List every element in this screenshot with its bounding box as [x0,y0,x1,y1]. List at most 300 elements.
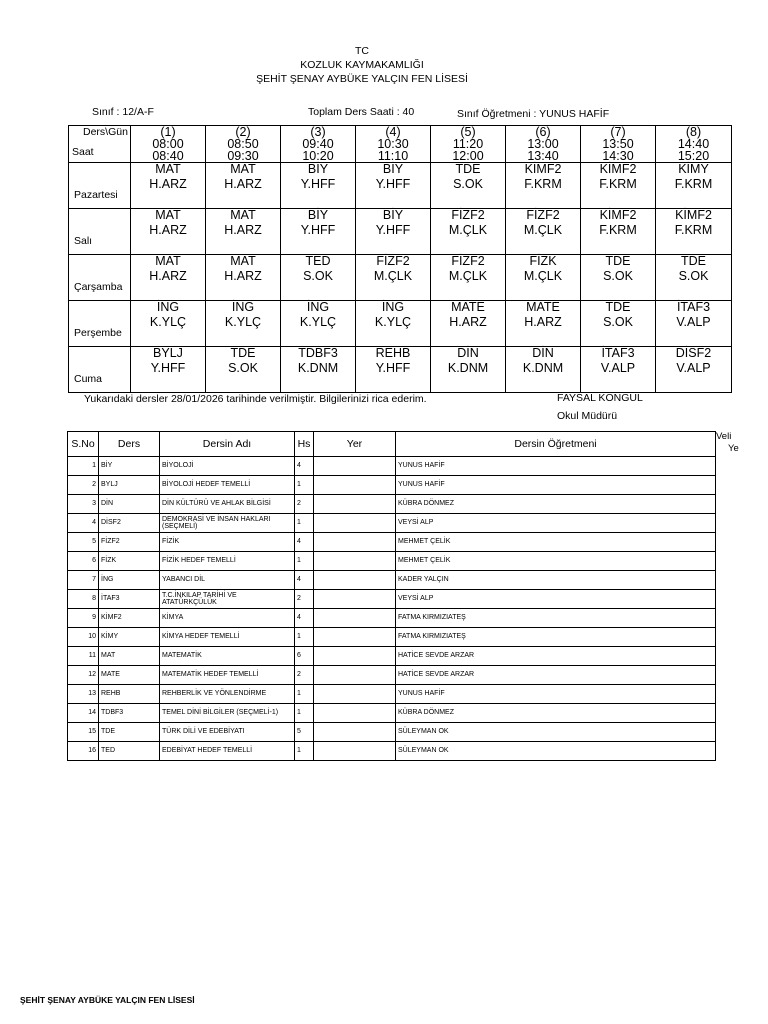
lesson-code: DİN [532,346,554,360]
lesson-code: TDE [605,254,631,268]
lesson-cell [656,255,732,301]
period-number: (8) [685,125,702,139]
header-hs: Hs [295,432,314,457]
period-start: 14:40 [677,137,710,151]
lesson-cell [356,163,431,209]
day-label: Çarşamba [74,281,123,293]
lesson-code: BİY [307,162,329,176]
course-hours: 5 [295,723,314,742]
course-code: MATE [99,666,160,685]
course-hours: 2 [295,590,314,609]
lesson-cell [281,301,356,347]
class-teacher-value: YUNUS HAFİF [539,108,610,120]
period-number: (5) [460,125,476,139]
course-name: FİZİK HEDEF TEMELLİ [160,552,295,571]
lesson-code: MAT [230,208,256,222]
course-teacher: HATİCE SEVDE ARZAR [396,666,716,685]
lesson-code: İTAF3 [601,346,635,360]
veli-header-line-1: Veli [716,431,732,442]
course-code: REHB [99,685,160,704]
day-row-sali [69,209,732,255]
lesson-teacher: M.ÇLK [448,223,488,237]
class-teacher-info [457,108,609,120]
lesson-code: KİMF2 [599,208,637,222]
period-end: 15:20 [677,149,710,163]
lesson-code: İNG [231,300,255,314]
lesson-cell [356,209,431,255]
lesson-code: MAT [230,254,256,268]
corner-ders-gun: Ders\Gün [83,126,128,138]
course-location [314,742,396,761]
course-no: 6 [68,552,99,571]
period-number: (1) [160,125,176,139]
lesson-teacher: H.ARZ [524,315,562,329]
course-no: 15 [68,723,99,742]
course-name: KİMYA [160,609,295,628]
period-number: (6) [535,125,551,139]
lesson-teacher: K.YLÇ [299,315,337,329]
lesson-teacher: K.YLÇ [224,315,262,329]
lesson-code: İTAF3 [676,300,711,314]
day-label-cell [69,163,131,209]
distribution-note: Yukarıdaki dersler 28/01/2026 tarihinde verilmiştir. Bilgilerinizi rica ederim. [84,393,427,405]
lesson-cell [431,301,506,347]
lesson-cell [656,163,732,209]
lesson-code: MAT [155,208,181,222]
course-row [68,533,716,552]
course-teacher: HATİCE SEVDE ARZAR [396,647,716,666]
lesson-cell [281,347,356,393]
day-label: Salı [74,235,93,247]
course-location [314,533,396,552]
course-teacher: KÜBRA DÖNMEZ [396,495,716,514]
period-end: 12:00 [452,149,484,163]
lesson-teacher: Y.HFF [150,361,186,375]
lesson-code: DİSF2 [675,346,712,360]
lesson-teacher: K.DNM [447,361,489,375]
lesson-code: FİZF2 [376,254,410,268]
lesson-cell [581,209,656,255]
period-header [131,126,206,163]
course-teacher: MEHMET ÇELİK [396,552,716,571]
lesson-code: TED [305,254,331,268]
course-row [68,457,716,476]
lesson-cell [281,163,356,209]
course-code: KİMY [99,628,160,647]
course-location [314,571,396,590]
header-school-name: ŞEHİT ŞENAY AYBÜKE YALÇIN FEN LİSESİ [256,73,468,85]
course-code: TED [99,742,160,761]
course-hours: 1 [295,552,314,571]
course-no: 8 [68,590,99,609]
course-location [314,685,396,704]
total-hours-label: Toplam Ders Saati : [308,106,400,118]
course-no: 7 [68,571,99,590]
lesson-cell [206,347,281,393]
class-label: Sınıf : [92,106,120,118]
period-number: (4) [385,125,401,139]
lesson-code: BİY [307,208,329,222]
lesson-cell [431,163,506,209]
course-name: BİYOLOJİ HEDEF TEMELLİ [160,476,295,495]
period-start: 08:00 [152,137,184,151]
lesson-cell [506,347,581,393]
lesson-cell [131,301,206,347]
course-teacher: MEHMET ÇELİK [396,533,716,552]
lesson-teacher: K.DNM [522,361,564,375]
lesson-cell [356,347,431,393]
lesson-code: MATE [451,300,485,314]
course-hours: 1 [295,742,314,761]
course-row [68,552,716,571]
period-start: 13:00 [527,137,559,151]
course-code: TDE [99,723,160,742]
course-code: DİN [99,495,160,514]
lesson-code: BİY [382,162,404,176]
period-header [206,126,281,163]
course-hours: 4 [295,609,314,628]
course-no: 4 [68,514,99,533]
timetable-header-row [69,126,732,163]
course-name: BİYOLOJİ [160,457,295,476]
lesson-code: İNG [306,300,330,314]
lesson-teacher: V.ALP [676,315,711,329]
course-teacher: FATMA KIRMIZIATEŞ [396,609,716,628]
lesson-cell [581,255,656,301]
course-code: MAT [99,647,160,666]
lesson-cell [581,301,656,347]
period-start: 13:50 [602,137,634,151]
header-line-2: KOZLUK KAYMAKAMLIĞI [300,59,424,71]
course-teacher: VEYSİ ALP [396,514,716,533]
lesson-code: FİZF2 [451,208,485,222]
course-teacher: KADER YALÇIN [396,571,716,590]
course-row [68,704,716,723]
lesson-code: KİMY [678,162,709,176]
lesson-teacher: Y.HFF [300,177,336,191]
course-teacher: FATMA KIRMIZIATEŞ [396,628,716,647]
period-header [581,126,656,163]
period-number: (3) [310,125,326,139]
lesson-cell [206,163,281,209]
weekly-timetable [68,125,732,393]
course-no: 9 [68,609,99,628]
lesson-code: MAT [230,162,256,176]
total-hours-info [308,106,414,118]
course-location [314,704,396,723]
class-teacher-label: Sınıf Öğretmeni : [457,108,537,120]
header-dersin-ogretmeni: Dersin Öğretmeni [396,432,716,457]
lesson-teacher: M.ÇLK [523,223,563,237]
course-hours: 4 [295,457,314,476]
period-header [506,126,581,163]
total-hours-value: 40 [402,106,415,118]
day-row-carsamba [69,255,732,301]
lesson-teacher: S.OK [228,361,258,375]
course-teacher: SÜLEYMAN OK [396,723,716,742]
course-code: İTAF3 [99,590,160,609]
course-row [68,666,716,685]
course-no: 2 [68,476,99,495]
lesson-code: FİZF2 [526,208,560,222]
lesson-cell [206,255,281,301]
course-hours: 1 [295,704,314,723]
period-end: 11:10 [377,149,409,163]
period-header [356,126,431,163]
lesson-teacher: V.ALP [676,361,711,375]
lesson-teacher: Y.HFF [375,223,411,237]
header-ders: Ders [99,432,160,457]
course-row [68,609,716,628]
course-hours: 2 [295,495,314,514]
course-location [314,495,396,514]
lesson-teacher: S.OK [678,269,709,283]
course-hours: 6 [295,647,314,666]
course-no: 13 [68,685,99,704]
period-end: 14:30 [602,149,634,163]
class-value: 12/A-F [122,106,154,118]
course-row [68,571,716,590]
lesson-teacher: F.KRM [674,177,713,191]
course-teacher: VEYSİ ALP [396,590,716,609]
course-teacher: SÜLEYMAN OK [396,742,716,761]
principal-title: Okul Müdürü [557,410,618,422]
course-location [314,476,396,495]
lesson-cell [281,255,356,301]
lesson-cell [131,209,206,255]
lesson-code: FİZF2 [451,254,485,268]
course-code: FİZF2 [99,533,160,552]
lesson-cell [431,347,506,393]
course-code: TDBF3 [99,704,160,723]
lesson-cell [506,209,581,255]
course-name: MATEMATİK HEDEF TEMELLİ [160,666,295,685]
period-start: 09:40 [302,137,334,151]
course-row [68,685,716,704]
lesson-cell [656,209,732,255]
day-label-cell [69,347,131,393]
day-row-cuma [69,347,732,393]
course-teacher: YUNUS HAFİF [396,457,716,476]
period-end: 13:40 [527,149,559,163]
course-location [314,609,396,628]
period-header [281,126,356,163]
lesson-code: MAT [155,254,181,268]
lesson-code: İNG [381,300,405,314]
lesson-teacher: F.KRM [674,223,713,237]
lesson-teacher: H.ARZ [149,269,187,283]
lesson-cell [656,301,732,347]
header-yer: Yer [314,432,396,457]
day-label-cell [69,255,131,301]
period-start: 10:30 [377,137,409,151]
course-name: DEMOKRASİ VE İNSAN HAKLARI (SEÇMELİ) [160,514,295,533]
lesson-code: TDE [455,162,481,176]
lesson-teacher: H.ARZ [224,177,262,191]
veli-column-header [716,431,768,455]
lesson-teacher: H.ARZ [149,223,187,237]
day-row-pazartesi [69,163,732,209]
course-location [314,514,396,533]
lesson-code: BYLJ [153,346,183,360]
course-no: 3 [68,495,99,514]
course-hours: 1 [295,628,314,647]
course-row [68,742,716,761]
lesson-cell [131,163,206,209]
course-no: 5 [68,533,99,552]
course-row [68,628,716,647]
lesson-code: TDE [681,254,706,268]
lesson-teacher: H.ARZ [224,223,262,237]
day-label: Perşembe [74,327,122,339]
lesson-teacher: K.YLÇ [149,315,187,329]
course-name: FİZİK [160,533,295,552]
lesson-code: TDBF3 [298,346,338,360]
course-no: 1 [68,457,99,476]
course-location [314,723,396,742]
lesson-teacher: F.KRM [599,223,637,237]
course-code: DİSF2 [99,514,160,533]
course-name: TEMEL DİNİ BİLGİLER (SEÇMELİ-1) [160,704,295,723]
lesson-cell [431,255,506,301]
lesson-cell [581,163,656,209]
lesson-cell [656,347,732,393]
footer-school-name: ŞEHİT ŞENAY AYBÜKE YALÇIN FEN LİSESİ [20,995,195,1005]
lesson-cell [506,163,581,209]
lesson-code: MAT [155,162,181,176]
period-number: (2) [235,125,251,139]
course-hours: 4 [295,533,314,552]
veli-header-line-2: Ye [728,443,739,454]
course-location [314,457,396,476]
course-hours: 1 [295,514,314,533]
lesson-code: İNG [156,300,180,314]
lesson-teacher: H.ARZ [449,315,487,329]
course-row [68,647,716,666]
lesson-cell [506,255,581,301]
course-list-header-row [68,432,716,457]
lesson-teacher: M.ÇLK [448,269,488,283]
header-sno: S.No [68,432,99,457]
lesson-cell [131,255,206,301]
lesson-teacher: M.ÇLK [373,269,413,283]
course-location [314,666,396,685]
lesson-teacher: K.DNM [297,361,339,375]
corner-saat: Saat [72,146,94,158]
lesson-teacher: Y.HFF [300,223,336,237]
period-start: 11:20 [452,137,484,151]
day-label: Pazartesi [74,189,118,201]
lesson-code: DİN [457,346,479,360]
lesson-teacher: F.KRM [599,177,637,191]
course-no: 11 [68,647,99,666]
lesson-cell [356,301,431,347]
lesson-teacher: H.ARZ [224,269,262,283]
lesson-code: KİMF2 [599,162,637,176]
lesson-teacher: Y.HFF [375,177,411,191]
lesson-code: BİY [382,208,404,222]
course-no: 16 [68,742,99,761]
lesson-teacher: S.OK [603,315,633,329]
period-end: 10:20 [302,149,334,163]
day-label-cell [69,301,131,347]
lesson-code: TDE [230,346,256,360]
header-line-1: TC [355,45,369,57]
course-code: BİY [99,457,160,476]
lesson-code: TDE [605,300,631,314]
lesson-cell [431,209,506,255]
header-dersin-adi: Dersin Adı [160,432,295,457]
lesson-teacher: V.ALP [600,361,636,375]
lesson-cell [206,209,281,255]
lesson-teacher: Y.HFF [375,361,411,375]
course-row [68,476,716,495]
class-info [92,106,154,118]
lesson-teacher: F.KRM [524,177,562,191]
lesson-teacher: M.ÇLK [523,269,563,283]
course-hours: 2 [295,666,314,685]
lesson-code: REHB [375,346,411,360]
course-name: REHBERLİK VE YÖNLENDİRME [160,685,295,704]
lesson-teacher: K.YLÇ [374,315,412,329]
course-name: MATEMATİK [160,647,295,666]
course-no: 10 [68,628,99,647]
course-row [68,495,716,514]
period-end: 09:30 [227,149,259,163]
course-code: İNG [99,571,160,590]
lesson-teacher: S.OK [303,269,333,283]
course-name: T.C.İNKILAP TARİHİ VE ATATÜRKÇÜLÜK [160,590,295,609]
lesson-code: FİZK [529,254,557,268]
lesson-cell [581,347,656,393]
course-name: TÜRK DİLİ VE EDEBİYATI [160,723,295,742]
period-start: 08:50 [227,137,259,151]
course-list-table [67,431,716,761]
lesson-teacher: H.ARZ [149,177,187,191]
course-name: DİN KÜLTÜRÜ VE AHLAK BİLGİSİ [160,495,295,514]
day-row-persembe [69,301,732,347]
day-label: Cuma [74,373,103,385]
lesson-teacher: S.OK [603,269,633,283]
course-row [68,590,716,609]
course-teacher: YUNUS HAFİF [396,476,716,495]
course-location [314,590,396,609]
document-header [0,44,724,86]
lesson-cell [356,255,431,301]
course-location [314,647,396,666]
timetable-corner-cell [69,126,131,163]
lesson-cell [206,301,281,347]
course-name: YABANCI DİL [160,571,295,590]
course-location [314,628,396,647]
course-hours: 1 [295,476,314,495]
lesson-code: MATE [526,300,560,314]
period-end: 08:40 [152,149,184,163]
course-code: BYLJ [99,476,160,495]
lesson-code: KİMF2 [675,208,712,222]
course-name: KİMYA HEDEF TEMELLİ [160,628,295,647]
lesson-cell [506,301,581,347]
course-hours: 4 [295,571,314,590]
period-header [431,126,506,163]
day-label-cell [69,209,131,255]
course-teacher: YUNUS HAFİF [396,685,716,704]
lesson-code: KİMF2 [524,162,562,176]
course-name: EDEBİYAT HEDEF TEMELLİ [160,742,295,761]
course-code: KİMF2 [99,609,160,628]
course-code: FİZK [99,552,160,571]
lesson-teacher: S.OK [453,177,483,191]
